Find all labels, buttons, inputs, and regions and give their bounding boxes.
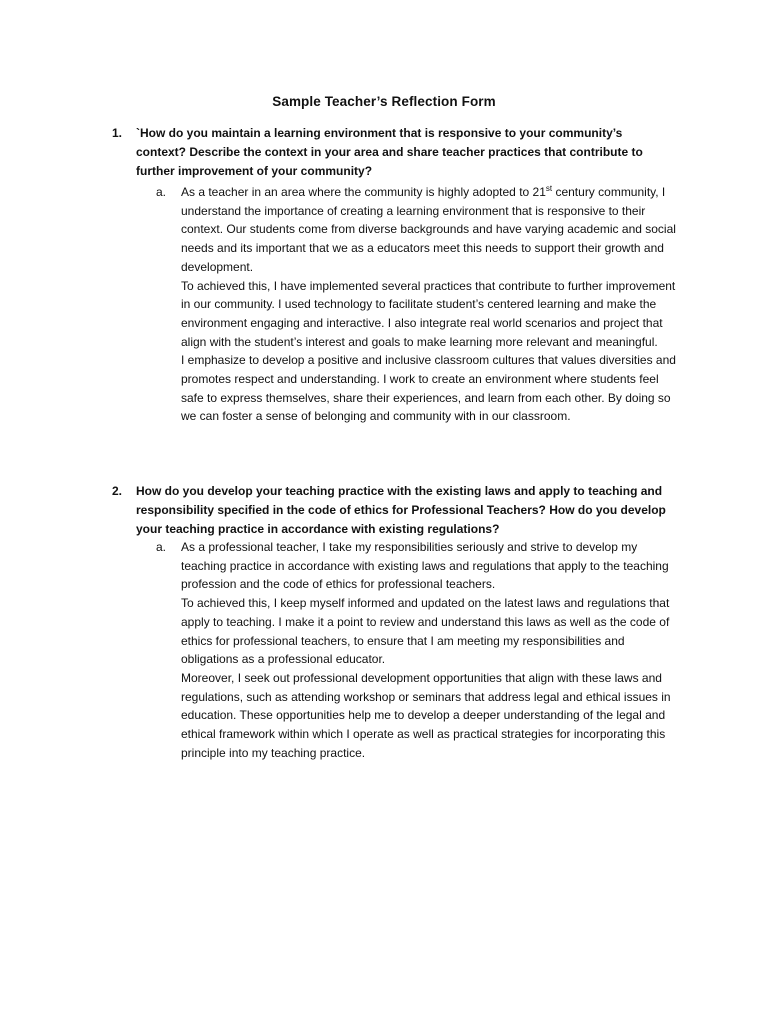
answer-1 xyxy=(156,183,676,426)
answer-paragraph: Moreover, I seek out professional development opportunities that align with these laws and regulations, such as attending workshop or seminars that address legal and ethical issues in education. These opportunities help me to develop a deeper understanding of the legal and ethical framework within which I operate as well as practical strategies for incorporating this principle into my teaching practice. xyxy=(181,670,671,760)
answer-paragraph: I emphasize to develop a positive and inclusive classroom cultures that values diversities and promotes respect and understanding. I work to create an environment where students feel safe to express themselves, share their experiences, and learn from each other. By doing so we can foster a sense of belonging and community with in our classroom. xyxy=(181,353,676,424)
superscript: st xyxy=(545,184,553,193)
question-2 xyxy=(112,482,672,539)
answer-letter: a. xyxy=(156,540,167,554)
question-text: `How do you maintain a learning environment that is responsive to your community’s context? Describe the context in your area and share teacher practices that contribute to further improvement of your community? xyxy=(136,126,643,178)
answer-paragraph: As a teacher in an area where the community is highly adopted to 21st century community, I understand the importance of creating a learning environment that is responsive to their context. Our students come from diverse backgrounds and have varying academic and social needs and its important that we as a educators meet this needs to support their growth and development. xyxy=(181,184,676,274)
page-title: Sample Teacher’s Reflection Form xyxy=(272,94,496,109)
question-number: 1. xyxy=(112,126,123,140)
answer-2 xyxy=(156,538,676,762)
answer-paragraph: As a professional teacher, I take my responsibilities seriously and strive to develop my teaching practice in accordance with existing laws and regulations that apply to the teaching profession and the code of ethics for professional teachers. xyxy=(181,540,669,592)
question-1 xyxy=(112,124,672,181)
question-number: 2. xyxy=(112,484,123,498)
answer-letter: a. xyxy=(156,185,167,199)
question-text: How do you develop your teaching practice with the existing laws and apply to teaching and responsibility specified in the code of ethics for Professional Teachers? How do you develop your teaching practice in accordance with existing regulations? xyxy=(136,484,666,536)
answer-paragraph: To achieved this, I keep myself informed and updated on the latest laws and regulations that apply to teaching. I make it a point to review and understand this laws as well as the code of ethics for professional teachers, to ensure that I am meeting my responsibilities and obligations as a professional educator. xyxy=(181,596,670,667)
answer-paragraph: To achieved this, I have implemented several practices that contribute to further improvement in our community. I used technology to facilitate student’s centered learning and make the environment engaging and interactive. I also integrate real world scenarios and project that align with the student’s interest and goals to make learning more relevant and meaningful. xyxy=(181,278,676,349)
